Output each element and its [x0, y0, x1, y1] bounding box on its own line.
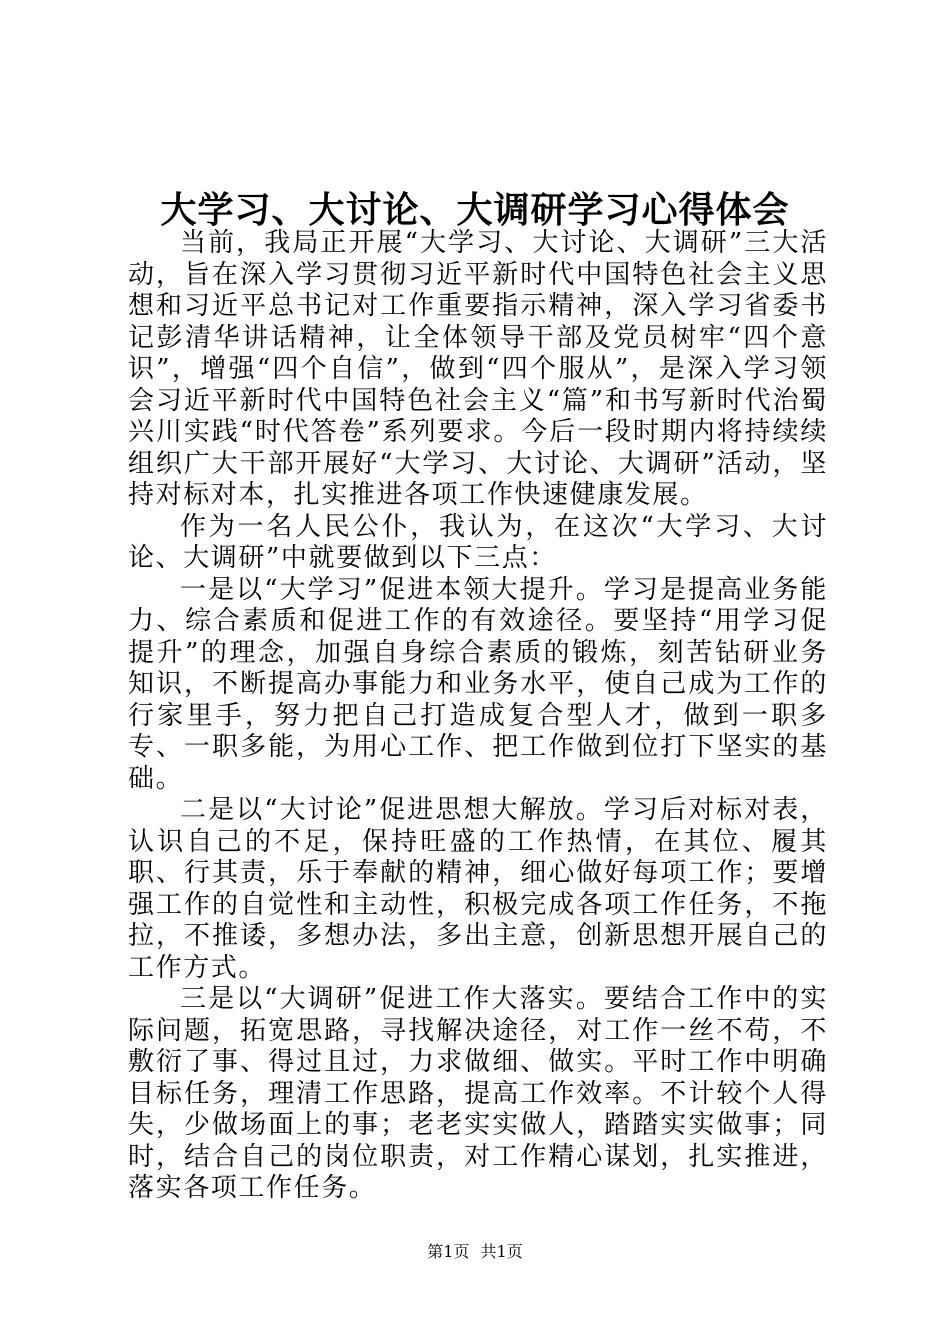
page-total: 共1页: [480, 1242, 523, 1261]
document-body: [128, 228, 828, 1205]
page-footer: [0, 1241, 950, 1263]
page-number: 第1页: [427, 1242, 470, 1261]
paragraph-intro: 当前，我局正开展“大学习、大讨论、大调研”三大活动，旨在深入学习贯彻习近平新时代中国特色社会主义思想和习近平总书记对工作重要指示精神，深入学习省委书记彭清华讲话精神，让全体领导干部及党员树牢“四个意识”，增强“四个自信”，做到“四个服从”，是深入学习领会习近平新时代中国特色社会主义“篇”和书写新时代治蜀兴川实践“时代答卷”系列要求。今后一段时期内将持续续组织广大干部开展好“大学习、大讨论、大调研”活动，坚持对标对本，扎实推进各项工作快速健康发展。: [128, 228, 828, 510]
paragraph-statement: 作为一名人民公仆，我认为，在这次“大学习、大讨论、大调研”中就要做到以下三点：: [128, 511, 828, 573]
paragraph-point-three: 三是以“大调研”促进工作大落实。要结合工作中的实际问题，拓宽思路，寻找解决途径，对工作一丝不苟，不敷衍了事、得过且过，力求做细、做实。平时工作中明确目标任务，理清工作思路，提高工作效率。不计较个人得失，少做场面上的事；老老实实做人，踏踏实实做事；同时，结合自己的岗位职责，对工作精心谋划，扎实推进，落实各项工作任务。: [128, 984, 828, 1203]
paragraph-point-one: 一是以“大学习”促进本领大提升。学习是提高业务能力、综合素质和促进工作的有效途径。要坚持“用学习促提升”的理念，加强自身综合素质的锻炼，刻苦钻研业务知识，不断提高办事能力和业务水平，使自己成为工作的行家里手，努力把自己打造成复合型人才，做到一职多专、一职多能，为用心工作、把工作做到位打下坚实的基础。: [128, 574, 828, 794]
paragraph-point-two: 二是以“大讨论”促进思想大解放。学习后对标对表，认识自己的不足，保持旺盛的工作热情，在其位、履其职、行其责，乐于奉献的精神，细心做好每项工作；要增强工作的自觉性和主动性，积极完成各项工作任务，不拖拉，不推诿，多想办法，多出主意，创新思想开展自己的工作方式。: [128, 795, 828, 983]
page-title: 大学习、大讨论、大调研学习心得体会: [160, 189, 790, 231]
